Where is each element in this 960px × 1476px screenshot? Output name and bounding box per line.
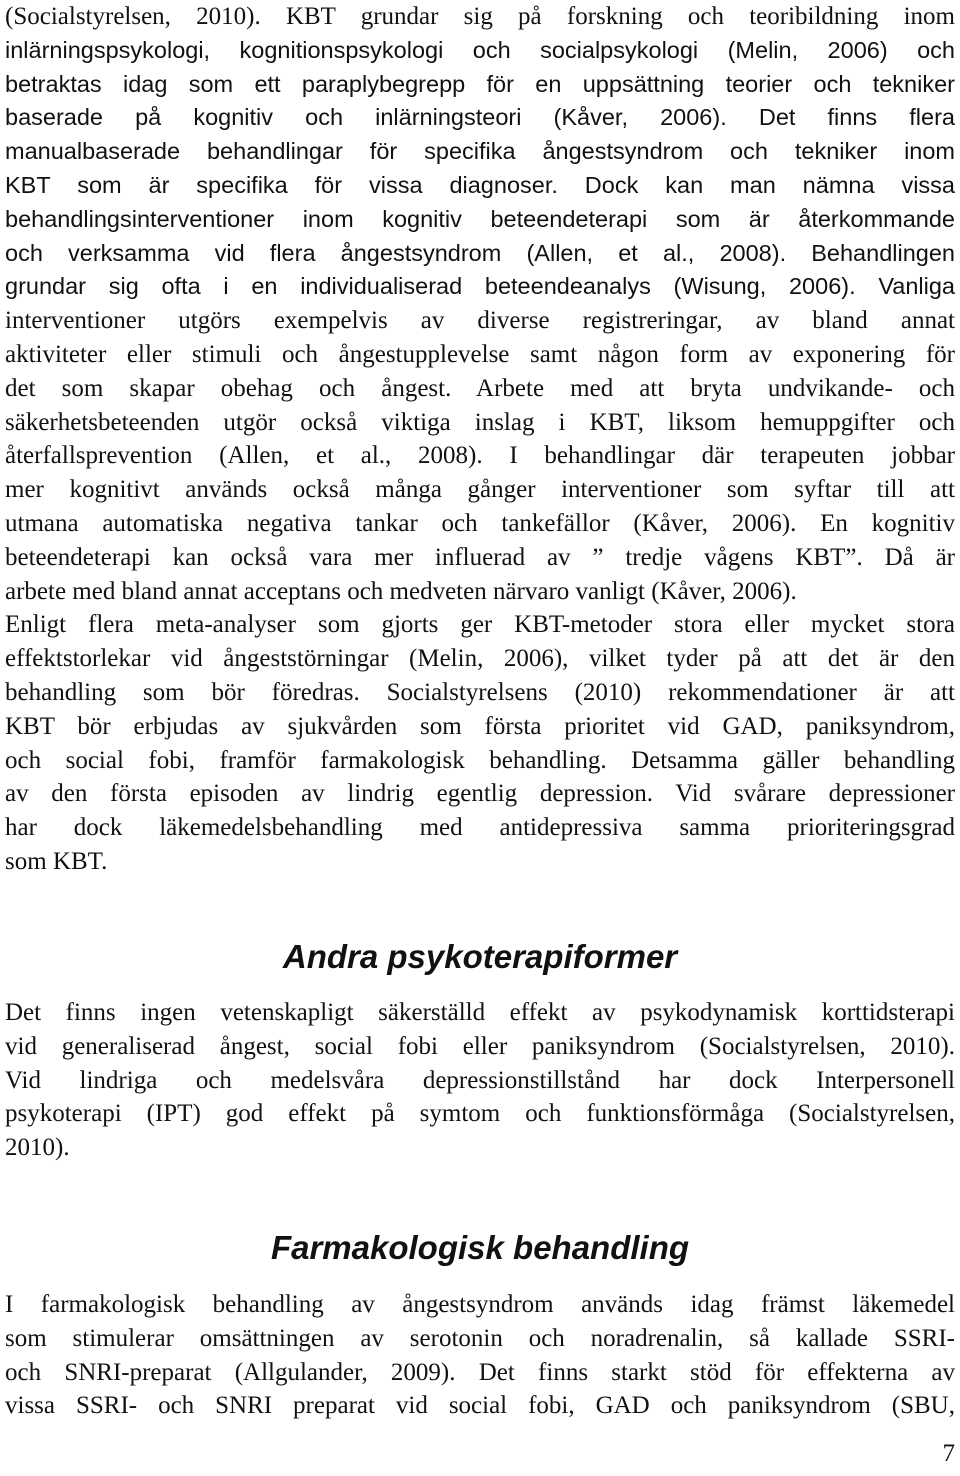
farmakologisk-paragraph — [5, 1288, 955, 1423]
text-line: manualbaserade behandlingar för specifika ångestsyndrom och tekniker inom — [5, 138, 955, 165]
text-line: och verksamma vid flera ångestsyndrom (Allen, et al., 2008). Behandlingen — [5, 239, 955, 266]
text-line: säkerhetsbeteenden utgör också viktiga inslag i KBT, liksom hemuppgifter och — [5, 408, 955, 436]
text-line: Det finns ingen vetenskapligt säkerställd effekt av psykodynamisk korttidsterapi — [5, 999, 955, 1026]
text-line: beteendeterapi kan också vara mer influerad av ” tredje vågens KBT”. Då är — [5, 543, 955, 571]
text-line: baserade på kognitiv och inlärningsteori (Kåver, 2006). Det finns flera — [5, 104, 955, 131]
text-line: (Socialstyrelsen, 2010). KBT grundar sig på forskning och teoribildning inom — [5, 3, 955, 30]
psykoterapi-paragraph — [5, 996, 955, 1165]
text-line: mer kognitivt används också många gånger interventioner som syftar till att — [5, 476, 955, 504]
text-line: behandling som bör föredras. Socialstyrelsens (2010) rekommendationer är att — [5, 678, 955, 706]
kbt-paragraph — [5, 0, 955, 879]
heading-andra-psykoterapiformer: Andra psykoterapiformer — [282, 938, 678, 975]
text-line: som KBT. — [5, 847, 108, 875]
text-line: och SNRI-preparat (Allgulander, 2009). Det finns starkt stöd för effekterna av — [5, 1358, 955, 1386]
page-number: 7 — [942, 1440, 955, 1467]
text-line: utmana automatiska negativa tankar och tankefällor (Kåver, 2006). En kognitiv — [5, 509, 955, 537]
text-line: återfallsprevention (Allen, et al., 2008). I behandlingar där terapeuten jobbar — [5, 442, 955, 470]
text-line: vid generaliserad ångest, social fobi eller paniksyndrom (Socialstyrelsen, 2010). — [5, 1032, 955, 1060]
text-line: som stimulerar omsättningen av serotonin och noradrenalin, så kallade SSRI- — [5, 1324, 955, 1352]
text-line: KBT bör erbjudas av sjukvården som första prioritet vid GAD, paniksyndrom, — [5, 712, 955, 740]
text-line: Enligt flera meta-analyser som gjorts ger KBT-metoder stora eller mycket stora — [5, 611, 955, 639]
heading-farmakologisk-behandling: Farmakologisk behandling — [270, 1229, 690, 1266]
text-line: har dock läkemedelsbehandling med antidepressiva samma prioriteringsgrad — [5, 814, 955, 842]
text-line: det som skapar obehag och ångest. Arbete med att bryta undvikande- och — [5, 374, 955, 402]
text-line: effektstorlekar vid ångeststörningar (Melin, 2006), vilket tyder på att det är den — [5, 645, 955, 673]
text-line: arbete med bland annat acceptans och medveten närvaro vanligt (Kåver, 2006). — [5, 577, 797, 605]
text-line: vissa SSRI- och SNRI preparat vid social fobi, GAD och paniksyndrom (SBU, — [5, 1392, 955, 1420]
text-line: inlärningspsykologi, kognitionspsykologi och socialpsykologi (Melin, 2006) och — [5, 36, 955, 63]
text-line: av den första episoden av lindrig egentlig depression. Vid svårare depressioner — [5, 780, 955, 808]
text-line: och social fobi, framför farmakologisk behandling. Detsamma gäller behandling — [5, 746, 955, 774]
text-line: betraktas idag som ett paraplybegrepp för en uppsättning teorier och tekniker — [5, 70, 955, 97]
text-line: 2010). — [5, 1134, 70, 1162]
text-line: aktiviteter eller stimuli och ångestupplevelse samt någon form av exponering för — [5, 340, 955, 368]
text-line: grundar sig ofta i en individualiserad beteendeanalys (Wisung, 2006). Vanliga — [5, 273, 955, 300]
text-line: I farmakologisk behandling av ångestsyndrom används idag främst läkemedel — [5, 1291, 955, 1318]
text-line: behandlingsinterventioner inom kognitiv beteendeterapi som är återkommande — [5, 205, 955, 232]
text-line: interventioner utgörs exempelvis av diverse registreringar, av bland annat — [5, 307, 955, 335]
text-line: KBT som är specifika för vissa diagnoser. Dock kan man nämna vissa — [5, 171, 955, 198]
text-line: psykoterapi (IPT) god effekt på symtom och funktionsförmåga (Socialstyrelsen, — [5, 1100, 955, 1128]
text-line: Vid lindriga och medelsvåra depressionstillstånd har dock Interpersonell — [5, 1066, 955, 1094]
